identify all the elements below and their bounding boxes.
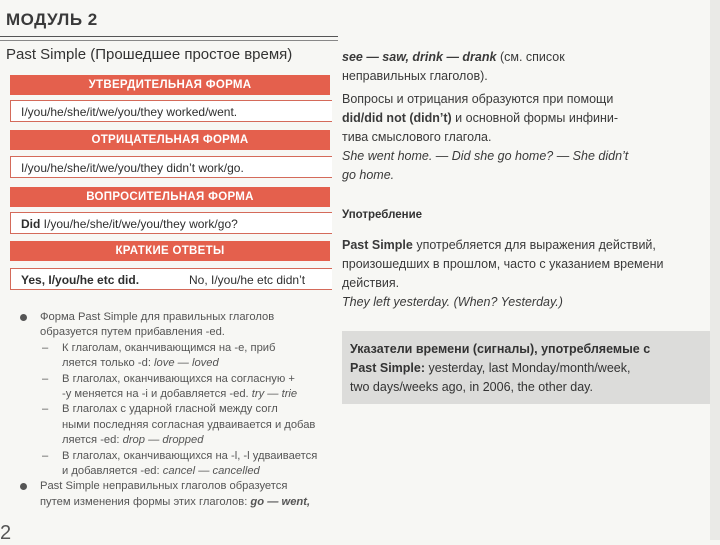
text-line — [342, 236, 710, 255]
subrule-double-consonant-cont — [20, 418, 340, 433]
did-didnt-form: did/did not (didn’t) — [342, 111, 452, 125]
negative-example: I/you/he/she/it/we/you/they didn’t work/go. — [10, 156, 332, 178]
subrule-double-consonant — [20, 402, 340, 417]
page-number: 2 — [0, 522, 12, 544]
text-line: действия. — [342, 276, 400, 290]
rule-example: drop — dropped — [122, 434, 204, 447]
past-simple-term: Past Simple — [342, 238, 413, 252]
rule-example: go — went, — [250, 495, 311, 508]
rule-text: путем изменения формы этих глаголов: — [40, 495, 251, 508]
text-line: произошедших в прошлом, часто с указанием времени — [342, 257, 664, 271]
rule-example: try — trie — [251, 388, 298, 401]
time-markers-title: Указатели времени (сигналы), употребляемые с — [350, 342, 651, 356]
text-line — [342, 48, 710, 67]
irregular-and-questions — [342, 48, 710, 185]
usage-example: They left yesterday. (When? Yesterday.) — [342, 295, 563, 309]
bullet-dot — [20, 483, 27, 490]
dash-marker: – — [42, 372, 49, 385]
rule-irregular-verbs-cont — [20, 495, 340, 510]
rule-text: ляется -ed: — [62, 434, 123, 447]
rule-text: В глаголах с ударной гласной между согл — [62, 403, 278, 416]
rule-text: образуется путем прибавления -ed. — [40, 326, 225, 339]
rule-irregular-verbs — [20, 479, 340, 494]
interrogative-heading: ВОПРОСИТЕЛЬНАЯ ФОРМА — [10, 187, 330, 207]
subrule-y-ending — [20, 372, 340, 387]
rule-example: cancel — cancelled — [162, 465, 260, 478]
dash-marker: – — [42, 403, 49, 416]
short-answers-heading: КРАТКИЕ ОТВЕТЫ — [10, 241, 330, 261]
subrule-y-ending-cont — [20, 387, 340, 402]
text-line: неправильных глаголов). — [342, 69, 488, 83]
text-line: тива смыслового глагола. — [342, 130, 492, 144]
negative-heading: ОТРИЦАТЕЛЬНАЯ ФОРМА — [10, 130, 330, 150]
subrule-e-ending — [20, 341, 340, 356]
header-rule — [0, 36, 338, 37]
rule-regular-verbs-cont — [20, 325, 340, 340]
rule-text: ными последняя согласная удваивается и добав — [62, 418, 316, 431]
text-span: употребляется для выражения действий, — [412, 238, 656, 252]
dash-marker: – — [42, 341, 49, 354]
did-word: Did — [21, 217, 41, 231]
subrule-double-consonant-cont2 — [20, 433, 340, 448]
header-rule-2 — [0, 40, 338, 41]
rule-text: В глаголах, оканчивающихся на согласную + — [62, 372, 295, 385]
rule-example: love — loved — [154, 357, 219, 370]
short-answers-row — [10, 268, 332, 290]
past-simple-term: Past Simple: — [350, 361, 426, 375]
page-edge — [710, 0, 720, 540]
text-line — [350, 359, 702, 378]
rule-text: Форма Past Simple для правильных глаголов — [40, 311, 275, 323]
rule-text: В глаголах, оканчивающихся на -l, -l удваивается — [62, 449, 318, 462]
example-line: She went home. — Did she go home? — She didn’t — [342, 149, 629, 163]
rule-regular-verbs — [20, 310, 340, 325]
text-span: и основной формы инфини- — [451, 111, 619, 125]
affirmative-example: I/you/he/she/it/we/you/they worked/went. — [10, 100, 332, 122]
subrule-l-ending — [20, 449, 340, 464]
usage-heading: Употребление — [342, 209, 423, 221]
irregular-examples: see — saw, drink — drank — [342, 50, 497, 64]
example-line: go home. — [342, 168, 395, 182]
subrule-e-ending-cont — [20, 356, 340, 371]
rule-text: и добавляется -ed: — [62, 465, 163, 478]
rule-text: -y меняется на -i и добавляется -ed. — [62, 388, 252, 401]
text-span: yesterday, last Monday/month/week, — [425, 361, 631, 375]
short-answer-no: No, I/you/he etc didn’t — [189, 273, 306, 287]
subrule-l-ending-cont — [20, 464, 340, 479]
module-title: МОДУЛЬ 2 — [6, 10, 98, 29]
affirmative-heading: УТВЕРДИТЕЛЬНАЯ ФОРМА — [10, 75, 330, 95]
interrogative-text: I/you/he/she/it/we/you/they work/go? — [40, 217, 238, 231]
text-line: Вопросы и отрицания образуются при помощи — [342, 92, 614, 106]
rule-text: ляется только -d: — [62, 357, 155, 370]
time-markers-box — [342, 331, 710, 404]
dash-marker: – — [42, 449, 49, 462]
usage-text — [342, 236, 710, 312]
formation-rules — [20, 310, 340, 510]
rule-text: К глаголам, оканчивающимся на -e, приб — [62, 341, 276, 354]
interrogative-example — [10, 212, 332, 234]
past-simple-title: Past Simple (Прошедшее простое время) — [6, 46, 293, 63]
rule-text: Past Simple неправильных глаголов образуется — [40, 480, 288, 493]
short-answer-yes: Yes, I/you/he etc did. — [21, 273, 140, 287]
bullet-dot — [20, 314, 27, 321]
text-line: two days/weeks ago, in 2006, the other day. — [350, 380, 593, 394]
text-span: (см. список — [496, 50, 565, 64]
text-line — [342, 109, 710, 128]
